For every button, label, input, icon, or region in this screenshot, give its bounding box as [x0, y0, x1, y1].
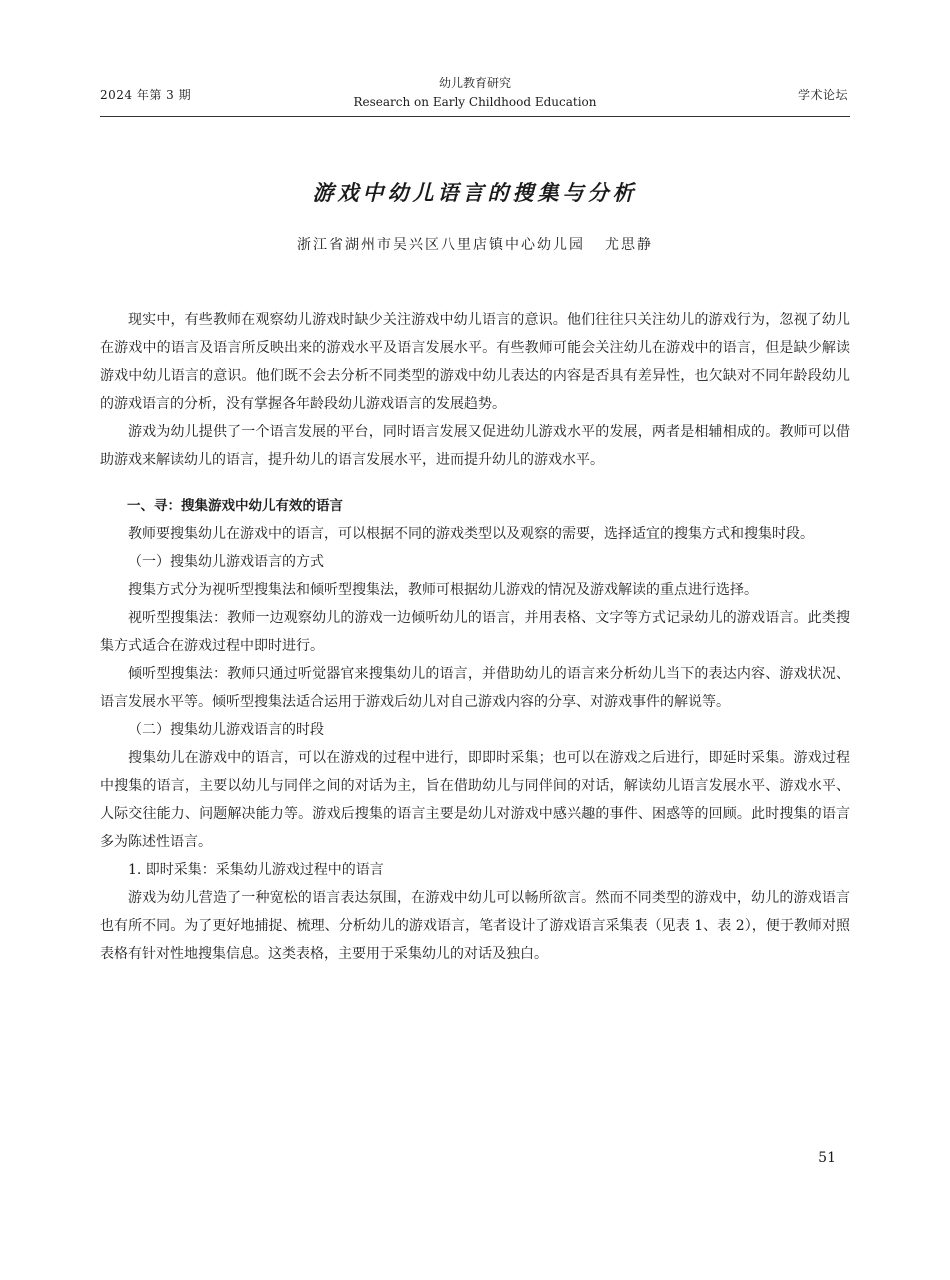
- journal-title-cn: 幼儿教育研究: [438, 76, 511, 90]
- subsection-heading: （二）搜集幼儿游戏语言的时段: [128, 722, 324, 738]
- paragraph: 倾听型搜集法：教师只通过听觉器官来搜集幼儿的语言，并借助幼儿的语言来分析幼儿当下的表达内容、游戏状况、语言发展水平等。倾听型搜集法适合运用于游戏后幼儿对自己游戏内容的分享、对游戏事件的解说等。: [100, 666, 850, 710]
- section-heading: 一、寻：搜集游戏中幼儿有效的语言: [127, 498, 343, 514]
- article-title: 游戏中幼儿语言的搜集与分析: [312, 181, 638, 205]
- paragraph: 搜集方式分为视听型搜集法和倾听型搜集法，教师可根据幼儿游戏的情况及游戏解读的重点进行选择。: [128, 582, 758, 598]
- paragraph: 现实中，有些教师在观察幼儿游戏时缺少关注游戏中幼儿语言的意识。他们往往只关注幼儿的游戏行为，忽视了幼儿在游戏中的语言及语言所反映出来的游戏水平及语言发展水平。有些教师可能会关注幼儿在游戏中的语言，但是缺少解读游戏中幼儿语言的意识。他们既不会去分析不同类型的游戏中幼儿表达的内容是否具有差异性，也欠缺对不同年龄段幼儿的游戏语言的分析，没有掌握各年龄段幼儿游戏语言的发展趋势。: [100, 312, 850, 412]
- article-body: [100, 306, 850, 968]
- author-affiliation: 浙江省湖州市吴兴区八里店镇中心幼儿园: [297, 237, 585, 253]
- journal-title-en: Research on Early Childhood Education: [353, 95, 597, 109]
- author-line: [0, 234, 950, 254]
- paragraph: 教师要搜集幼儿在游戏中的语言，可以根据不同的游戏类型以及观察的需要，选择适宜的搜集方式和搜集时段。: [128, 526, 814, 542]
- item-heading: 1. 即时采集：采集幼儿游戏过程中的语言: [128, 862, 384, 878]
- column-label: 学术论坛: [797, 88, 848, 102]
- paragraph: 游戏为幼儿营造了一种宽松的语言表达氛围，在游戏中幼儿可以畅所欲言。然而不同类型的游戏中，幼儿的游戏语言也有所不同。为了更好地捕捉、梳理、分析幼儿的游戏语言，笔者设计了游戏语言采集表（见表 1、表 2），便于教师对照表格有针对性地搜集信息。这类表格，主要用于采集幼儿的对话及独白。: [100, 890, 850, 962]
- paragraph: 游戏为幼儿提供了一个语言发展的平台，同时语言发展又促进幼儿游戏水平的发展，两者是相辅相成的。教师可以借助游戏来解读幼儿的语言，提升幼儿的语言发展水平，进而提升幼儿的游戏水平。: [100, 424, 850, 468]
- header-divider: [100, 116, 850, 117]
- paragraph: 视听型搜集法：教师一边观察幼儿的游戏一边倾听幼儿的语言，并用表格、文字等方式记录幼儿的游戏语言。此类搜集方式适合在游戏过程中即时进行。: [100, 610, 850, 654]
- subsection-heading: （一）搜集幼儿游戏语言的方式: [128, 554, 324, 570]
- page-number: 51: [818, 1150, 836, 1166]
- author-name: 尤思静: [605, 237, 653, 253]
- issue-label: 2024 年第 3 期: [100, 88, 192, 102]
- paragraph: 搜集幼儿在游戏中的语言，可以在游戏的过程中进行，即即时采集；也可以在游戏之后进行，即延时采集。游戏过程中搜集的语言，主要以幼儿与同伴之间的对话为主，旨在借助幼儿与同伴间的对话，解读幼儿语言发展水平、游戏水平、人际交往能力、问题解决能力等。游戏后搜集的语言主要是幼儿对游戏中感兴趣的事件、困惑等的回顾。此时搜集的语言多为陈述性语言。: [100, 750, 850, 850]
